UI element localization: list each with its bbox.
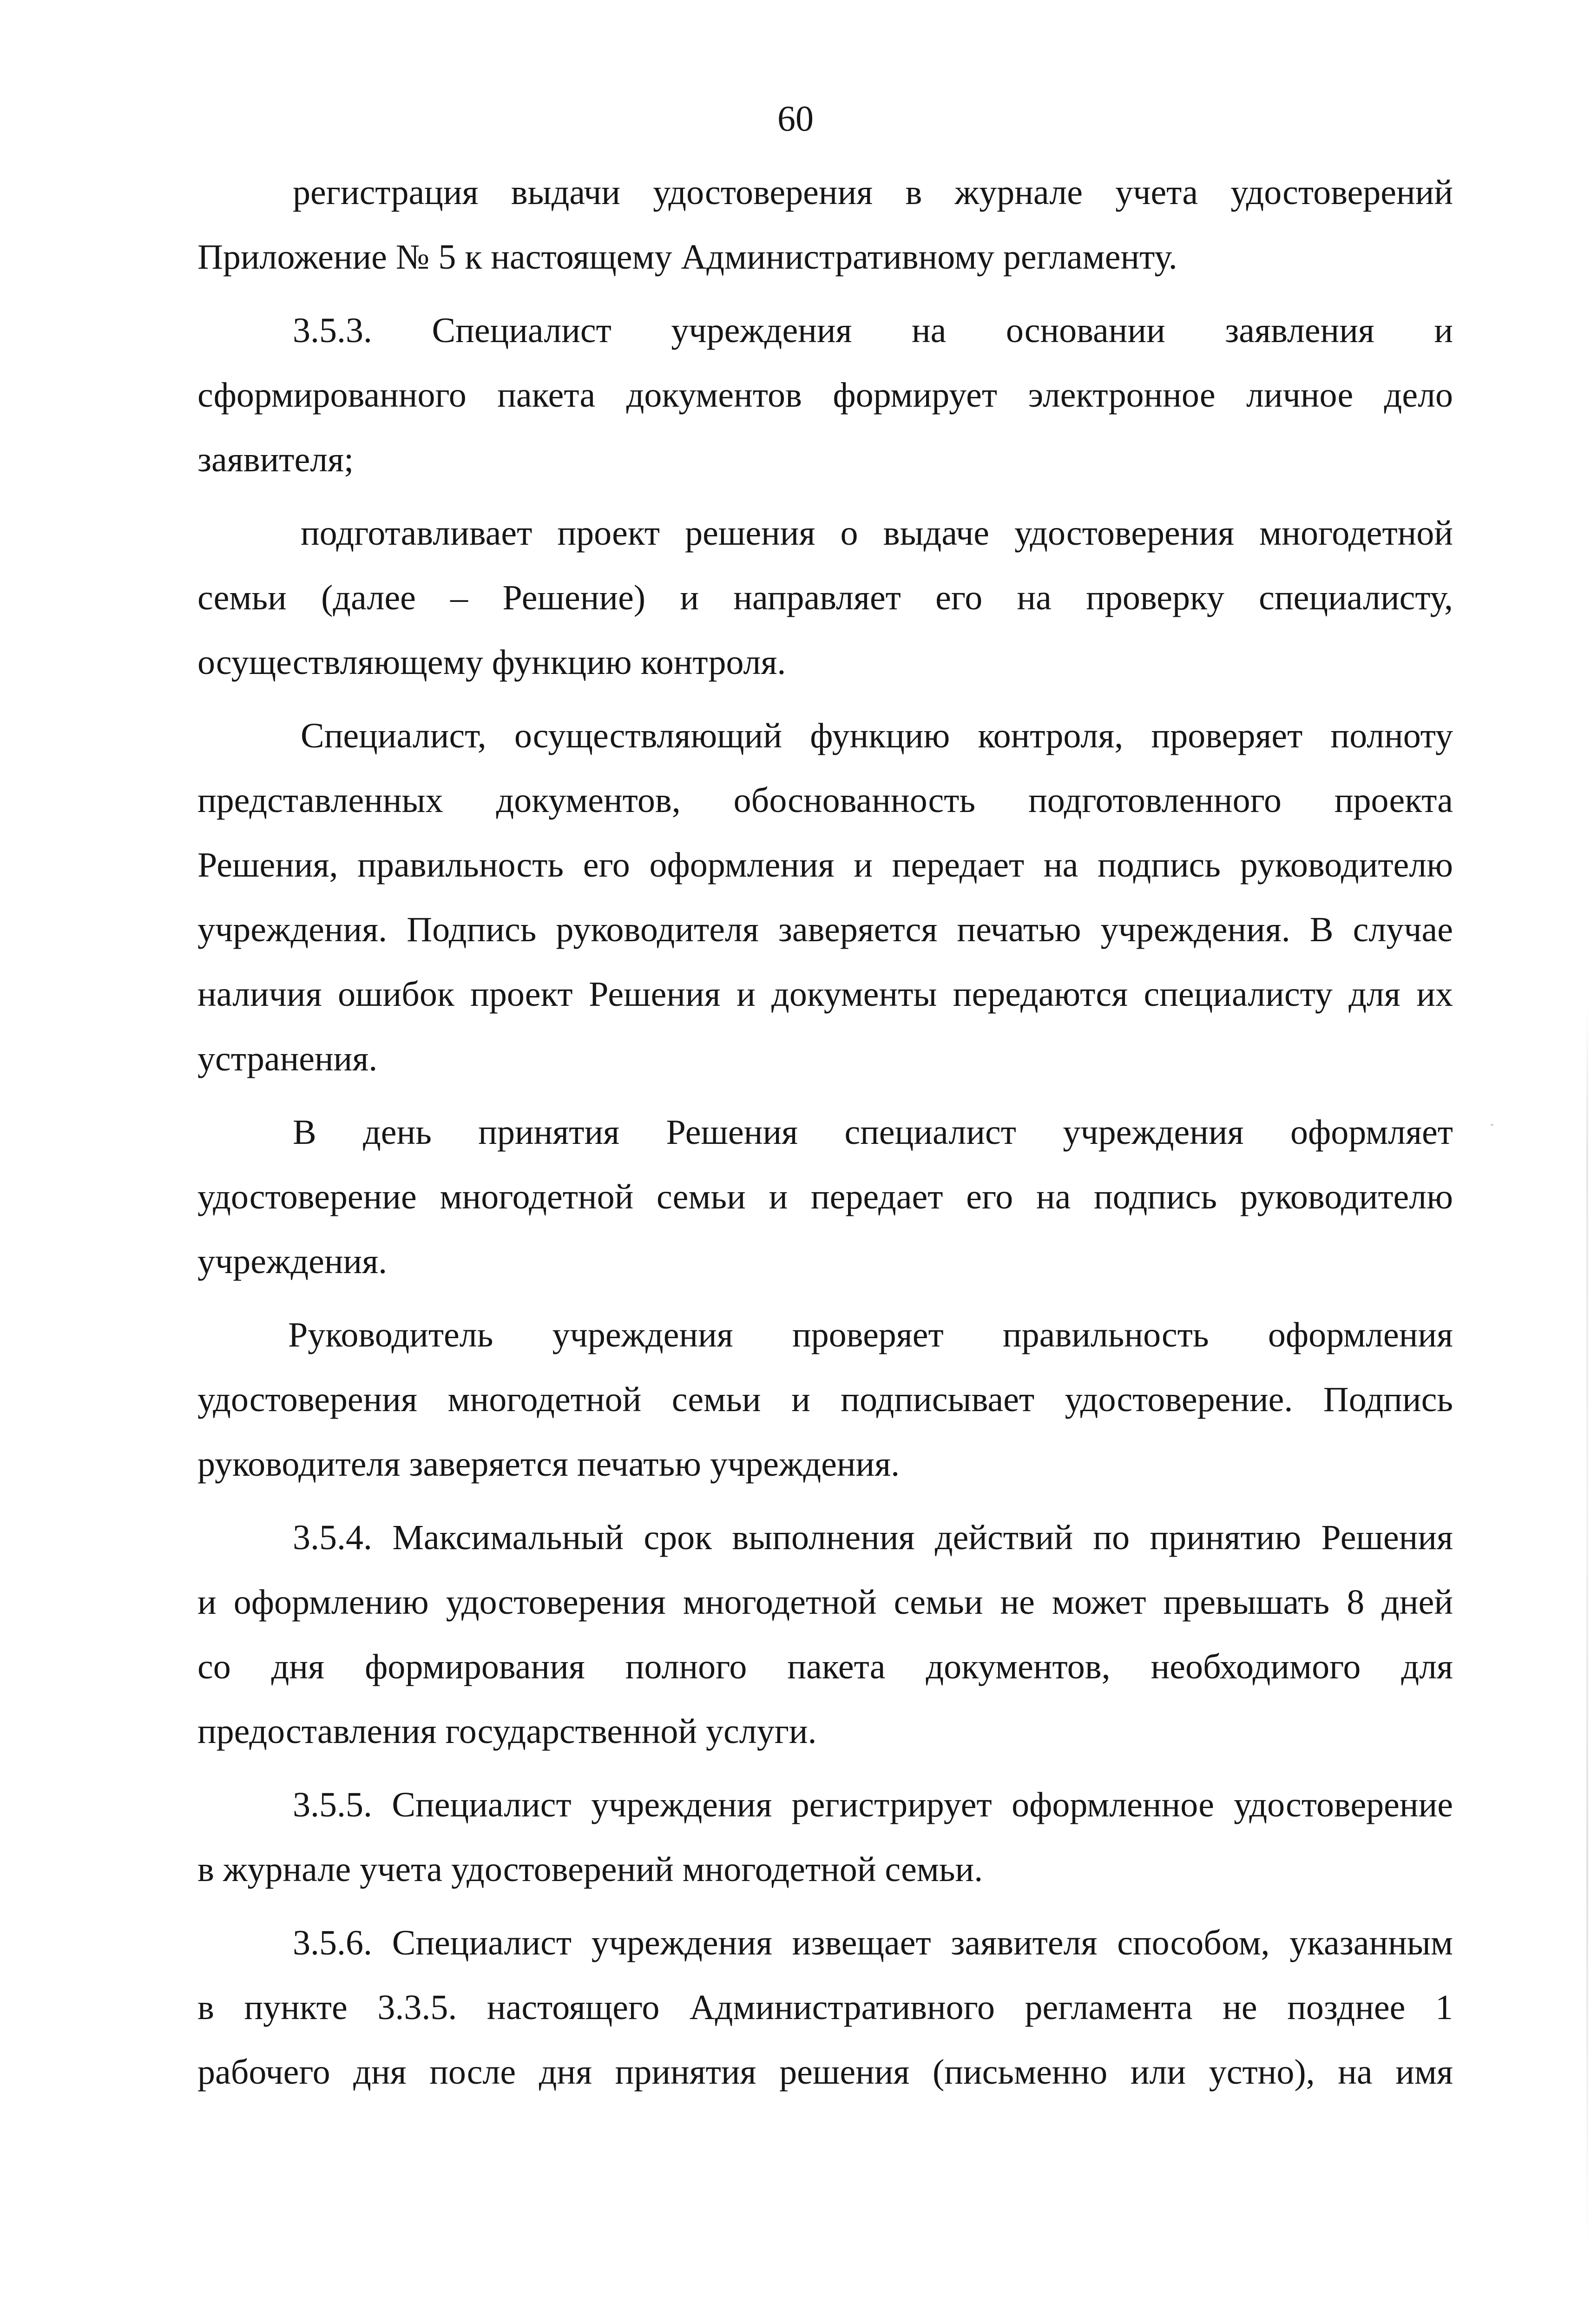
text-line: со дня формирования полного пакета документов, необходимого для — [197, 1647, 1453, 1686]
text-line: 3.5.4. Максимальный срок выполнения действий по принятию Решения — [293, 1518, 1453, 1557]
text-line: осуществляющему функцию контроля. — [197, 643, 786, 682]
document-body — [197, 160, 1453, 2105]
text-line: Решения, правильность его оформления и передает на подпись руководителю — [197, 845, 1453, 885]
page-number: 60 — [777, 98, 814, 139]
text-line: В день принятия Решения специалист учреждения оформляет — [293, 1113, 1453, 1152]
text-line: сформированного пакета документов формирует электронное личное дело — [197, 376, 1453, 415]
text-line: 3.5.6. Специалист учреждения извещает заявителя способом, указанным — [293, 1923, 1453, 1962]
text-line: наличия ошибок проект Решения и документы передаются специалисту для их — [197, 975, 1453, 1014]
text-line: Приложение № 5 к настоящему Административному регламенту. — [197, 238, 1177, 277]
text-line: удостоверение многодетной семьи и передает его на подпись руководителю — [197, 1177, 1453, 1216]
text-line: в пункте 3.3.5. настоящего Административного регламента не позднее 1 — [197, 1988, 1453, 2027]
text-line: Руководитель учреждения проверяет правильность оформления — [288, 1315, 1453, 1354]
text-line: учреждения. — [197, 1242, 388, 1281]
text-line: 3.5.3. Специалист учреждения на основании заявления и — [293, 311, 1453, 350]
text-line: семьи (далее – Решение) и направляет его на проверку специалисту, — [197, 578, 1453, 617]
text-line: регистрация выдачи удостоверения в журнале учета удостоверений — [293, 173, 1453, 212]
text-line: устранения. — [197, 1039, 378, 1078]
text-line: рабочего дня после дня принятия решения (письменно или устно), на имя — [197, 2053, 1453, 2092]
text-line: удостоверения многодетной семьи и подписывает удостоверение. Подпись — [197, 1380, 1453, 1419]
text-line: предоставления государственной услуги. — [197, 1712, 817, 1751]
text-line: руководителя заверяется печатью учреждения. — [197, 1445, 900, 1484]
scan-speck-artifact — [1491, 1124, 1493, 1126]
text-line: в журнале учета удостоверений многодетной семьи. — [197, 1850, 983, 1889]
text-line: заявителя; — [197, 440, 354, 479]
text-line: Специалист, осуществляющий функцию контроля, проверяет полноту — [301, 716, 1453, 755]
text-line: 3.5.5. Специалист учреждения регистрирует оформленное удостоверение — [293, 1785, 1453, 1824]
text-line: подготавливает проект решения о выдаче удостоверения многодетной — [301, 514, 1453, 553]
scan-edge-artifact — [1586, 999, 1588, 2254]
text-line: представленных документов, обоснованность подготовленного проекта — [197, 781, 1453, 820]
text-line: учреждения. Подпись руководителя заверяется печатью учреждения. В случае — [197, 910, 1453, 949]
text-line: и оформлению удостоверения многодетной семьи не может превышать 8 дней — [197, 1583, 1453, 1622]
